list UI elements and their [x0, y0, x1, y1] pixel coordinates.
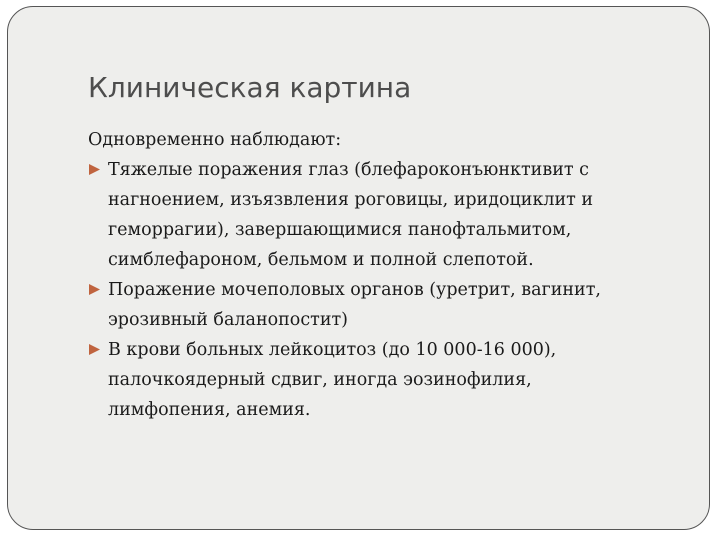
bullet-item-blood	[88, 335, 698, 425]
bullet-line: Тяжелые поражения глаз (блефароконъюнктивит с	[108, 160, 589, 180]
bullet-line: В крови больных лейкоцитоз (до 10 000-16 000),	[108, 340, 557, 360]
bullet-line: нагноением, изъязвления роговицы, иридоциклит и	[108, 190, 594, 210]
bullet-item-eyes	[88, 155, 698, 275]
intro-text: Одновременно наблюдают:	[88, 130, 342, 150]
bullet-icon	[88, 163, 101, 176]
slide-frame	[7, 6, 710, 530]
bullet-line: Поражение мочеполовых органов (уретрит, вагинит,	[108, 280, 601, 300]
bullet-icon	[88, 283, 101, 296]
slide-title: Клиническая картина	[88, 71, 412, 104]
bullet-line: лимфопения, анемия.	[108, 400, 311, 420]
bullet-line: симблефароном, бельмом и полной слепотой.	[108, 250, 534, 270]
bullet-line: палочкоядерный сдвиг, иногда эозинофилия,	[108, 370, 532, 390]
bullet-icon	[88, 343, 101, 356]
slide-body	[88, 125, 698, 425]
bullet-line: геморрагии), завершающимися панофтальмитом,	[108, 220, 572, 240]
bullet-item-urogenital	[88, 275, 698, 335]
bullet-list	[88, 155, 698, 425]
bullet-line: эрозивный баланопостит)	[108, 310, 348, 330]
